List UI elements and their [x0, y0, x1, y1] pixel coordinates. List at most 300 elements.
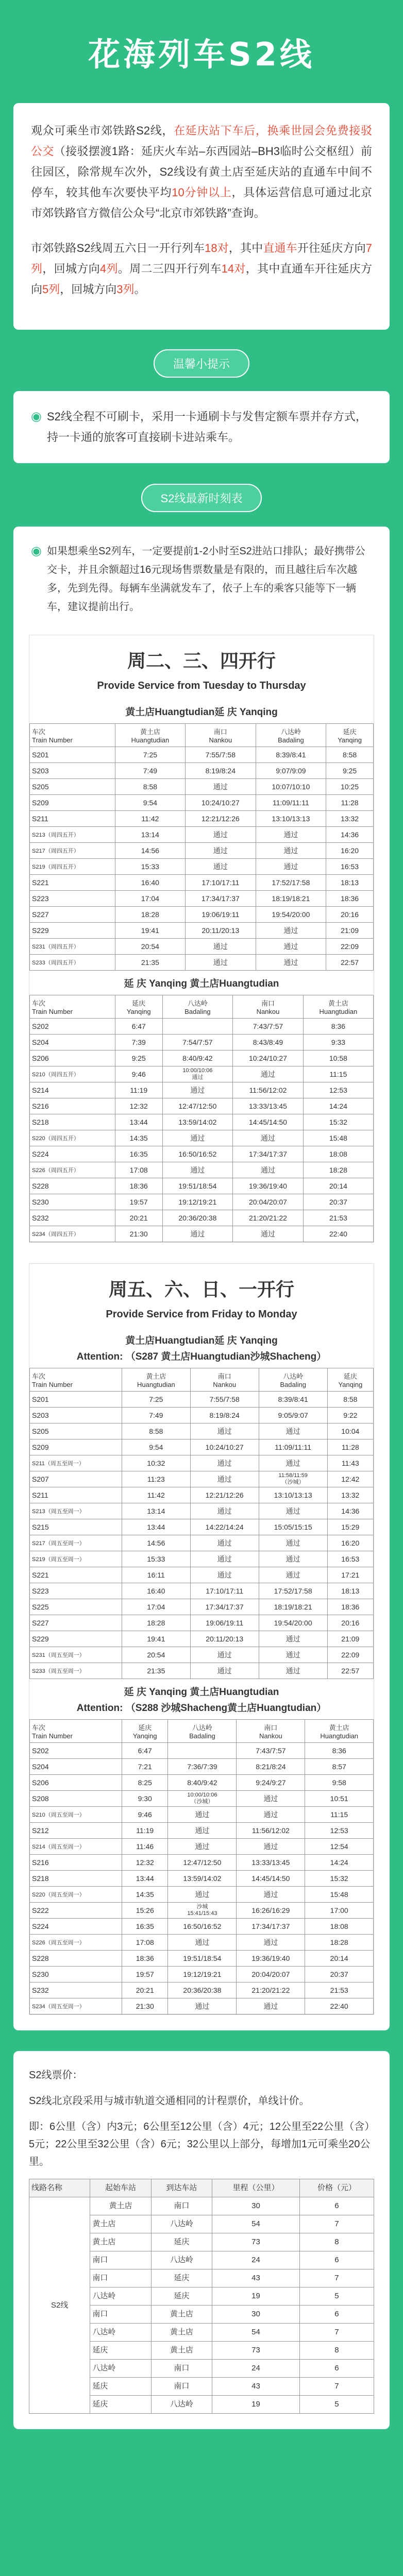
fare-cell: 黄土店: [151, 2306, 212, 2324]
friday-outbound-cell: 8:39/8:41: [259, 1392, 327, 1408]
tuesday-outbound-cell: 通过: [186, 779, 256, 795]
table-row: [30, 1743, 374, 1759]
friday-return-cell: 8:36: [305, 1743, 374, 1759]
table-row: [30, 891, 374, 907]
tuesday-return-cell: 13:59/14:02: [162, 1114, 233, 1130]
fare-header-4: 价格（元）: [299, 2179, 374, 2197]
tuesday-title: 周二、三、四开行: [127, 651, 276, 672]
tuesday-outbound-cell: S219（周四五开）: [30, 859, 115, 875]
friday-return-cell: 通过: [168, 1935, 237, 1951]
tuesday-outbound-cell: 12:21/12:26: [186, 811, 256, 827]
tuesday-outbound-cell: 18:19/18:21: [256, 891, 326, 907]
table-row: [30, 1919, 374, 1935]
fare-cell: 八达岭: [151, 2396, 212, 2414]
fare-cell: 南口: [90, 2251, 151, 2269]
tuesday-return-cell: S214: [30, 1082, 115, 1098]
fare-cell: 延庆: [151, 2287, 212, 2306]
tuesday-return-cell: 18:28: [303, 1162, 373, 1178]
table-row: [30, 1871, 374, 1887]
tuesday-return-cell: 11:19: [115, 1082, 162, 1098]
tuesday-return-cell: 20:21: [115, 1210, 162, 1226]
tuesday-outbound-cell: 8:19/8:24: [186, 763, 256, 779]
friday-return-cell: 通过: [237, 1935, 305, 1951]
friday-outbound-cell: 9:05/9:07: [259, 1408, 327, 1423]
table-row: [30, 1631, 374, 1647]
fare-cell: 黄土店: [90, 2197, 151, 2215]
tuesday-outbound-cell: 9:54: [115, 795, 185, 811]
tuesday-return-cell: S204: [30, 1035, 115, 1050]
friday-return-cell: 12:53: [305, 1823, 374, 1839]
fare-cell: 南口: [151, 2378, 212, 2396]
tuesday-return-cell: S232: [30, 1210, 115, 1226]
friday-return-cell: 9:58: [305, 1775, 374, 1791]
friday-return-header-1: 延庆 Yanqing: [122, 1720, 168, 1743]
friday-outbound-cell: 15:05/15:15: [259, 1519, 327, 1535]
friday-return-header-0: 车次 Train Number: [30, 1720, 122, 1743]
tuesday-return-cell: 21:53: [303, 1210, 373, 1226]
table-row: [30, 811, 374, 827]
friday-outbound-cell: 13:32: [327, 1487, 373, 1503]
tuesday-outbound-cell: 8:39/8:41: [256, 747, 326, 763]
tuesday-return-cell: S228: [30, 1178, 115, 1194]
friday-outbound-cell: 11:58/11:59 （沙城）: [259, 1471, 327, 1487]
fare-cell: 八达岭: [90, 2324, 151, 2342]
friday-outbound-cell: 17:34/17:37: [190, 1599, 259, 1615]
friday-return-cell: 18:08: [305, 1919, 374, 1935]
friday-return-cell: S224: [30, 1919, 122, 1935]
friday-return-cell: 通过: [237, 1807, 305, 1823]
intro-highlight: 18对: [205, 242, 229, 255]
tuesday-outbound-cell: S221: [30, 875, 115, 891]
tuesday-return-cell: 10:00/10:06 通过: [162, 1066, 233, 1082]
friday-return-cell: S202: [30, 1743, 122, 1759]
fare-cell: 7: [299, 2324, 374, 2342]
tuesday-return-cell: 20:14: [303, 1178, 373, 1194]
table-row: [29, 2197, 374, 2215]
friday-return-cell: 19:57: [122, 1967, 168, 1982]
tuesday-outbound-cell: 11:28: [326, 795, 374, 811]
friday-return-cell: 10:51: [305, 1791, 374, 1807]
tuesday-return-cell: 15:48: [303, 1130, 373, 1146]
tuesday-return-cell: 通过: [162, 1130, 233, 1146]
tuesday-return-cell: 7:43/7:57: [233, 1019, 304, 1035]
tuesday-outbound-cell: S201: [30, 747, 115, 763]
tuesday-return-cell: S218: [30, 1114, 115, 1130]
friday-return-cell: 17:00: [305, 1903, 374, 1919]
friday-outbound-cell: S201: [30, 1392, 122, 1408]
friday-outbound-cell: 18:28: [122, 1615, 191, 1631]
tuesday-subtitle: Provide Service from Tuesday to Thursday: [97, 680, 306, 691]
fare-cell: 南口: [151, 2360, 212, 2378]
tuesday-outbound-cell: S205: [30, 779, 115, 795]
intro-highlight: 直通车: [263, 242, 297, 255]
tuesday-outbound-cell: S229: [30, 923, 115, 939]
fare-cell: 8: [299, 2342, 374, 2360]
fare-cell: 南口: [151, 2197, 212, 2215]
fare-cell: 黄土店: [151, 2342, 212, 2360]
tuesday-outbound-cell: 10:25: [326, 779, 374, 795]
tuesday-outbound-cell: 22:09: [326, 939, 374, 955]
intro-highlight: 7列: [31, 242, 372, 275]
tuesday-direction-2: 延 庆 Yanqing 黄土店Huangtudian: [124, 978, 279, 989]
table-row: [30, 1807, 374, 1823]
friday-direction-2-note: Attention: （S288 沙城Shacheng黄土店Huangtudian）: [76, 1703, 327, 1714]
tuesday-return-cell: 14:45/14:50: [233, 1114, 304, 1130]
intro-highlight: 在延庆站下车后，换乘世园会免费接驳公交: [31, 124, 372, 158]
tuesday-outbound-cell: 20:11/20:13: [186, 923, 256, 939]
friday-return-cell: S220（周五至周一）: [30, 1887, 122, 1903]
table-row: [30, 1098, 374, 1114]
intro-paragraph-1: [31, 121, 372, 224]
friday-outbound-cell: 20:16: [327, 1615, 373, 1631]
fare-cell: 5: [299, 2287, 374, 2306]
tuesday-return-cell: 10:58: [303, 1050, 373, 1066]
tuesday-outbound-cell: 13:10/13:13: [256, 811, 326, 827]
tuesday-outbound-cell: 11:09/11:11: [256, 795, 326, 811]
fare-cell: 6: [299, 2251, 374, 2269]
fare-cell: 延庆: [90, 2396, 151, 2414]
friday-outbound-cell: 通过: [190, 1455, 259, 1471]
tuesday-outbound-cell: 18:28: [115, 907, 185, 923]
tuesday-outbound-cell: 通过: [186, 939, 256, 955]
friday-return-cell: 通过: [168, 1887, 237, 1903]
tuesday-outbound-cell: S233（周四五开）: [30, 955, 115, 971]
tuesday-outbound-cell: 通过: [186, 827, 256, 843]
friday-outbound-cell: 通过: [259, 1631, 327, 1647]
friday-outbound-cell: 18:19/18:21: [259, 1599, 327, 1615]
tuesday-outbound-header-2: 南口 Nankou: [186, 724, 256, 747]
friday-return-cell: 13:33/13:45: [237, 1855, 305, 1871]
tuesday-outbound-cell: 19:54/20:00: [256, 907, 326, 923]
tuesday-direction-1: 黄土店Huangtudian延 庆 Yanqing: [125, 707, 278, 718]
friday-direction-1: 黄土店Huangtudian延 庆 Yanqing: [125, 1335, 278, 1346]
table-row: [30, 1408, 374, 1423]
fare-cell: 延庆: [151, 2269, 212, 2287]
table-row: [30, 1487, 374, 1503]
friday-outbound-header-2: 南口 Nankou: [190, 1368, 259, 1392]
tuesday-return-cell: [162, 1019, 233, 1035]
friday-return-cell: S208: [30, 1791, 122, 1807]
friday-table-outbound: [29, 1368, 374, 1679]
table-row: [30, 1194, 374, 1210]
tuesday-return-cell: S226（周四五开）: [30, 1162, 115, 1178]
friday-outbound-cell: 18:13: [327, 1583, 373, 1599]
table-row: [30, 827, 374, 843]
fare-cell: 黄土店: [90, 2215, 151, 2233]
table-row: [30, 1855, 374, 1871]
table-row: [30, 1775, 374, 1791]
tuesday-outbound-cell: 20:54: [115, 939, 185, 955]
tuesday-outbound-cell: S203: [30, 763, 115, 779]
tuesday-return-cell: 12:47/12:50: [162, 1098, 233, 1114]
fare-cell: 6: [299, 2360, 374, 2378]
friday-return-cell: S222: [30, 1903, 122, 1919]
friday-outbound-cell: 21:35: [122, 1663, 191, 1679]
tuesday-return-cell: 10:24/10:27: [233, 1050, 304, 1066]
tuesday-return-cell: 9:46: [115, 1066, 162, 1082]
friday-outbound-cell: S207: [30, 1471, 122, 1487]
table-row: [30, 1823, 374, 1839]
friday-return-cell: 9:30: [122, 1791, 168, 1807]
tuesday-return-cell: 19:12/19:21: [162, 1194, 233, 1210]
fare-cell: 8: [299, 2233, 374, 2251]
tuesday-return-cell: 通过: [162, 1226, 233, 1242]
tuesday-return-cell: S206: [30, 1050, 115, 1066]
table-row: [30, 1951, 374, 1967]
tuesday-return-cell: S216: [30, 1098, 115, 1114]
tuesday-outbound-cell: 11:42: [115, 811, 185, 827]
friday-return-cell: 8:25: [122, 1775, 168, 1791]
table-row: [30, 1535, 374, 1551]
tuesday-outbound-cell: S231（周四五开）: [30, 939, 115, 955]
friday-outbound-cell: 15:33: [122, 1551, 191, 1567]
friday-return-cell: 8:21/8:24: [237, 1759, 305, 1775]
tuesday-return-cell: 通过: [233, 1226, 304, 1242]
fare-cell: 19: [212, 2287, 300, 2306]
friday-return-cell: 18:28: [305, 1935, 374, 1951]
tuesday-outbound-cell: 通过: [186, 859, 256, 875]
friday-outbound-cell: 10:24/10:27: [190, 1439, 259, 1455]
tuesday-return-header-4: 黄土店 Huangtudian: [303, 995, 373, 1019]
friday-outbound-cell: 14:56: [122, 1535, 191, 1551]
tuesday-return-cell: 17:34/17:37: [233, 1146, 304, 1162]
friday-return-cell: 20:21: [122, 1982, 168, 1998]
friday-outbound-cell: 通过: [259, 1503, 327, 1519]
intro-highlight: 5列: [42, 283, 60, 296]
friday-return-cell: 通过: [168, 1839, 237, 1855]
intro-highlight: 10分钟以上: [172, 186, 232, 199]
tuesday-outbound-cell: 通过: [256, 955, 326, 971]
friday-return-cell: 12:32: [122, 1855, 168, 1871]
tuesday-return-cell: 7:39: [115, 1035, 162, 1050]
friday-return-cell: 通过: [237, 1791, 305, 1807]
tuesday-outbound-cell: 19:06/19:11: [186, 907, 256, 923]
fare-cell: 6: [299, 2306, 374, 2324]
tuesday-outbound-cell: 17:10/17:11: [186, 875, 256, 891]
friday-outbound-cell: 12:42: [327, 1471, 373, 1487]
tuesday-return-cell: 8:40/9:42: [162, 1050, 233, 1066]
friday-outbound-cell: 7:55/7:58: [190, 1392, 259, 1408]
table-row: [30, 1082, 374, 1098]
timetable-card: [13, 527, 390, 2030]
friday-outbound-cell: 13:10/13:13: [259, 1487, 327, 1503]
table-row: [30, 1050, 374, 1066]
tuesday-return-cell: 11:15: [303, 1066, 373, 1082]
friday-outbound-cell: 通过: [190, 1423, 259, 1439]
tuesday-outbound-cell: 8:58: [326, 747, 374, 763]
friday-direction-2: 延 庆 Yanqing 黄土店Huangtudian: [124, 1687, 279, 1698]
friday-outbound-cell: S231（周五至周一）: [30, 1647, 122, 1663]
fare-cell: 黄土店: [90, 2233, 151, 2251]
tip-card: [13, 391, 390, 463]
tuesday-return-header-3: 南口 Nankou: [233, 995, 304, 1019]
tuesday-return-cell: 20:04/20:07: [233, 1194, 304, 1210]
friday-return-cell: 14:24: [305, 1855, 374, 1871]
friday-return-cell: 7:43/7:57: [237, 1743, 305, 1759]
fare-cell: 延庆: [151, 2233, 212, 2251]
friday-outbound-cell: S223: [30, 1583, 122, 1599]
tuesday-table-return: [29, 995, 374, 1242]
friday-return-cell: 沙城 15:41/15:43: [168, 1903, 237, 1919]
intro-text: 。周二三四开行列车: [117, 262, 222, 275]
fare-cell: 24: [212, 2251, 300, 2269]
intro-highlight: 14对: [221, 262, 246, 275]
fare-cell: 24: [212, 2360, 300, 2378]
table-row: [30, 1471, 374, 1487]
friday-outbound-cell: 通过: [190, 1503, 259, 1519]
friday-outbound-cell: 通过: [259, 1551, 327, 1567]
friday-outbound-cell: 22:09: [327, 1647, 373, 1663]
friday-outbound-cell: 8:58: [327, 1392, 373, 1408]
intro-text: （接驳摆渡1路：延庆火车站–东西园站–BH3临时公交枢纽）前往园区，: [31, 145, 372, 178]
tuesday-return-cell: 11:56/12:02: [233, 1082, 304, 1098]
tuesday-outbound-cell: 14:56: [115, 843, 185, 859]
tuesday-outbound-cell: 17:34/17:37: [186, 891, 256, 907]
friday-outbound-cell: 14:36: [327, 1503, 373, 1519]
friday-outbound-cell: 11:43: [327, 1455, 373, 1471]
tuesday-outbound-cell: 13:32: [326, 811, 374, 827]
tuesday-outbound-cell: 9:25: [326, 763, 374, 779]
tuesday-return-cell: 19:36/19:40: [233, 1178, 304, 1194]
friday-outbound-cell: 通过: [190, 1567, 259, 1583]
tuesday-return-header-2: 八达岭 Badaling: [162, 995, 233, 1019]
tuesday-return-cell: 17:08: [115, 1162, 162, 1178]
friday-return-cell: 11:15: [305, 1807, 374, 1823]
friday-return-cell: 19:51/18:54: [168, 1951, 237, 1967]
friday-outbound-cell: 16:20: [327, 1535, 373, 1551]
friday-outbound-cell: 21:09: [327, 1631, 373, 1647]
friday-return-cell: S214（周五至周一）: [30, 1839, 122, 1855]
tuesday-return-cell: 通过: [162, 1082, 233, 1098]
friday-return-cell: S218: [30, 1871, 122, 1887]
friday-return-cell: 16:50/16:52: [168, 1919, 237, 1935]
tuesday-outbound-cell: S211: [30, 811, 115, 827]
tuesday-outbound-cell: S217（周四五开）: [30, 843, 115, 859]
table-row: [30, 1066, 374, 1082]
tuesday-outbound-header-1: 黄土店 Huangtudian: [115, 724, 185, 747]
tuesday-outbound-cell: 15:33: [115, 859, 185, 875]
friday-return-cell: 15:26: [122, 1903, 168, 1919]
intro-text: ，其中直通车开往延庆方向: [31, 262, 372, 296]
friday-return-cell: S230: [30, 1967, 122, 1982]
bullet-icon: ◉: [31, 544, 42, 558]
friday-outbound-cell: 17:52/17:58: [259, 1583, 327, 1599]
tuesday-outbound-cell: 18:36: [326, 891, 374, 907]
friday-return-cell: 16:35: [122, 1919, 168, 1935]
friday-outbound-cell: 16:11: [122, 1567, 191, 1583]
tuesday-outbound-cell: 14:36: [326, 827, 374, 843]
friday-return-cell: 10:00/10:06 （沙城）: [168, 1791, 237, 1807]
table-row: [30, 1146, 374, 1162]
friday-return-cell: [168, 1743, 237, 1759]
friday-outbound-cell: 11:28: [327, 1439, 373, 1455]
fares-card: [13, 2051, 390, 2429]
table-row: [30, 1663, 374, 1679]
friday-outbound-cell: 7:49: [122, 1408, 191, 1423]
tuesday-return-cell: 14:24: [303, 1098, 373, 1114]
friday-return-cell: S216: [30, 1855, 122, 1871]
friday-return-header-3: 南口 Nankou: [237, 1720, 305, 1743]
friday-outbound-cell: 通过: [259, 1535, 327, 1551]
friday-outbound-cell: 14:22/14:24: [190, 1519, 259, 1535]
tuesday-outbound-cell: 8:58: [115, 779, 185, 795]
tuesday-return-cell: 通过: [233, 1162, 304, 1178]
intro-text: ，具体运营信息可通过北京市郊铁路官方微信公众号“北京市郊铁路”查询。: [31, 186, 372, 219]
friday-return-cell: 12:47/12:50: [168, 1855, 237, 1871]
timetable-title: S2线最新时刻表: [141, 484, 262, 512]
tuesday-outbound-cell: 通过: [186, 843, 256, 859]
friday-return-header-4: 黄土店 Huangtudian: [305, 1720, 374, 1743]
friday-return-cell: 13:44: [122, 1871, 168, 1887]
fare-cell: 八达岭: [90, 2287, 151, 2306]
table-row: [30, 1887, 374, 1903]
tuesday-outbound-cell: 通过: [256, 939, 326, 955]
friday-outbound-header-4: 延庆 Yanqing: [327, 1368, 373, 1392]
tuesday-outbound-cell: 16:53: [326, 859, 374, 875]
table-row: [30, 1759, 374, 1775]
fare-table: [29, 2179, 374, 2414]
tuesday-return-cell: 通过: [233, 1066, 304, 1082]
friday-outbound-cell: 通过: [190, 1663, 259, 1679]
tuesday-outbound-cell: 通过: [256, 923, 326, 939]
tuesday-table-outbound: [29, 723, 374, 971]
friday-return-cell: 通过: [168, 1823, 237, 1839]
tuesday-timetable: [29, 635, 374, 1243]
friday-return-cell: 6:47: [122, 1743, 168, 1759]
tuesday-outbound-cell: 22:57: [326, 955, 374, 971]
tuesday-return-cell: 7:54/7:57: [162, 1035, 233, 1050]
fare-header-0: 线路名称: [29, 2179, 90, 2197]
friday-return-cell: 通过: [237, 1887, 305, 1903]
fare-header-2: 到达车站: [151, 2179, 212, 2197]
friday-outbound-header-3: 八达岭 Badaling: [259, 1368, 327, 1392]
friday-return-cell: 14:35: [122, 1887, 168, 1903]
tuesday-return-cell: 通过: [162, 1162, 233, 1178]
tuesday-return-cell: 14:35: [115, 1130, 162, 1146]
fare-cell: 30: [212, 2306, 300, 2324]
friday-return-cell: 21:30: [122, 1998, 168, 2014]
tuesday-outbound-cell: 16:20: [326, 843, 374, 859]
table-row: [30, 747, 374, 763]
tuesday-outbound-header-4: 延庆 Yanqing: [326, 724, 374, 747]
friday-outbound-cell: 8:58: [122, 1423, 191, 1439]
friday-table-return: [29, 1719, 374, 2014]
tuesday-outbound-cell: S223: [30, 891, 115, 907]
tuesday-return-cell: 13:44: [115, 1114, 162, 1130]
tuesday-outbound-cell: 7:49: [115, 763, 185, 779]
friday-return-cell: 20:14: [305, 1951, 374, 1967]
table-row: [30, 1226, 374, 1242]
friday-title: 周五、六、日、一开行: [108, 1279, 294, 1300]
intro-text: 开往延庆方向: [297, 242, 366, 255]
intro-text: ，回城方向: [60, 283, 117, 296]
table-row: [30, 1210, 374, 1226]
table-row: [30, 1114, 374, 1130]
friday-return-cell: 19:12/19:21: [168, 1967, 237, 1982]
fares-title: S2线票价：: [29, 2070, 83, 2081]
table-row: [30, 1392, 374, 1408]
friday-outbound-cell: 通过: [190, 1551, 259, 1567]
friday-outbound-cell: S215: [30, 1519, 122, 1535]
friday-return-cell: 11:56/12:02: [237, 1823, 305, 1839]
friday-return-cell: 9:24/9:27: [237, 1775, 305, 1791]
intro-highlight: 4列: [99, 262, 118, 275]
friday-return-cell: S226（周五至周一）: [30, 1935, 122, 1951]
intro-text: ，其中: [228, 242, 263, 255]
tuesday-outbound-cell: 17:04: [115, 891, 185, 907]
tip-text: S2线全程不可刷卡，采用一卡通刷卡与发售定额车票并存方式，持一卡通的旅客可直接刷卡进站乘车。: [46, 410, 367, 444]
tuesday-return-cell: 12:32: [115, 1098, 162, 1114]
